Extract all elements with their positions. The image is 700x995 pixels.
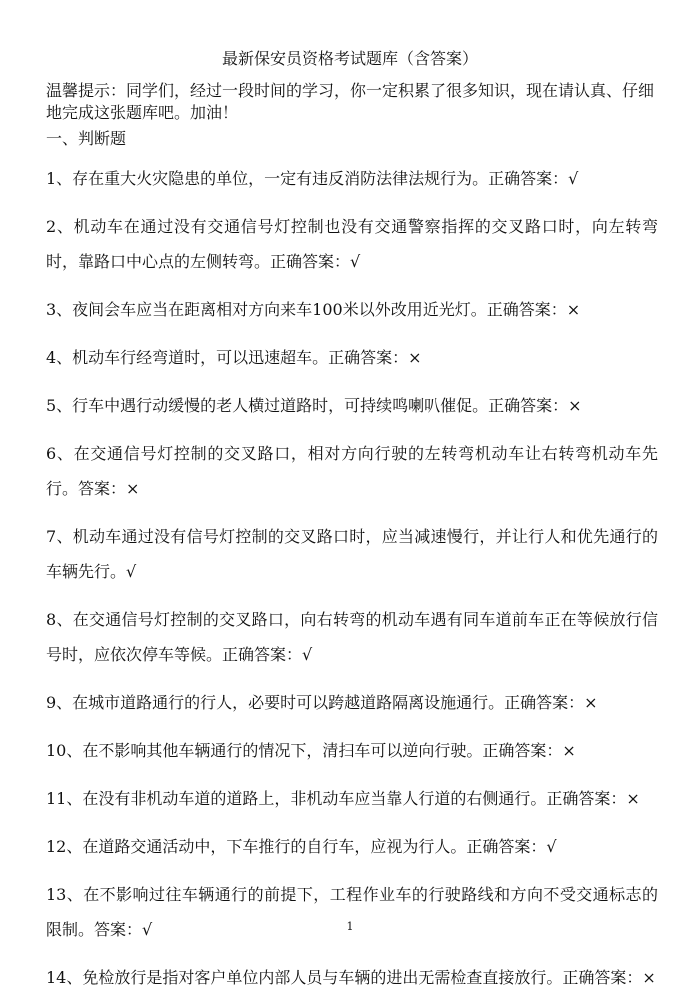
- question-list: [46, 161, 658, 995]
- question-item: 8、在交通信号灯控制的交叉路口，向右转弯的机动车遇有同车道前车正在等候放行信号时，应依次停车等候。正确答案：√: [46, 610, 658, 664]
- question-item: 4、机动车行经弯道时，可以迅速超车。正确答案：×: [46, 348, 422, 367]
- section-heading: 一、判断题: [46, 129, 127, 148]
- document-title: 最新保安员资格考试题库（含答案）: [221, 49, 478, 68]
- question-item: 1、存在重大火灾隐患的单位，一定有违反消防法律法规行为。正确答案：√: [46, 169, 579, 188]
- question-item: 7、机动车通过没有信号灯控制的交叉路口时，应当减速慢行，并让行人和优先通行的车辆先行。√: [46, 527, 658, 581]
- page-number: 1: [346, 920, 354, 933]
- question-item: 5、行车中遇行动缓慢的老人横过道路时，可持续鸣喇叭催促。正确答案：×: [46, 396, 582, 415]
- question-item: 10、在不影响其他车辆通行的情况下，清扫车可以逆向行驶。正确答案：×: [46, 741, 576, 760]
- question-item: 13、在不影响过往车辆通行的前提下，工程作业车的行驶路线和方向不受交通标志的限制。答案：√: [46, 885, 658, 939]
- question-item: 2、机动车在通过没有交通信号灯控制也没有交通警察指挥的交叉路口时，向左转弯时，靠路口中心点的左侧转弯。正确答案：√: [46, 217, 658, 271]
- question-item: 6、在交通信号灯控制的交叉路口，相对方向行驶的左转弯机动车让右转弯机动车先行。答案：×: [46, 444, 658, 498]
- question-item: 14、免检放行是指对客户单位内部人员与车辆的进出无需检查直接放行。正确答案：×: [46, 968, 656, 987]
- question-item: 3、夜间会车应当在距离相对方向来车100米以外改用近光灯。正确答案：×: [46, 300, 581, 319]
- question-item: 12、在道路交通活动中，下车推行的自行车，应视为行人。正确答案：√: [46, 837, 557, 856]
- document-body: [46, 80, 658, 995]
- question-item: 11、在没有非机动车道的道路上，非机动车应当靠人行道的右侧通行。正确答案：×: [46, 789, 640, 808]
- question-item: 9、在城市道路通行的行人，必要时可以跨越道路隔离设施通行。正确答案：×: [46, 693, 598, 712]
- intro-paragraph: 温馨提示：同学们，经过一段时间的学习，你一定积累了很多知识，现在请认真、仔细地完成这张题库吧。加油！: [46, 81, 655, 122]
